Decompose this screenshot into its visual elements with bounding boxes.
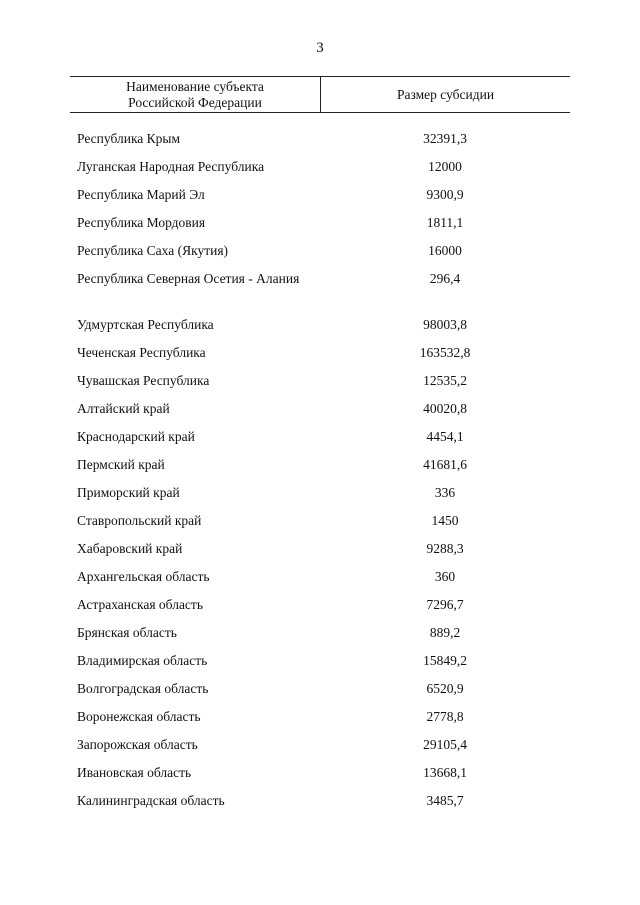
subsidy-value: 9300,9 — [426, 187, 464, 202]
subsidy-value: 3485,7 — [426, 793, 464, 808]
subsidy-value: 2778,8 — [426, 709, 464, 724]
subject-name: Луганская Народная Республика — [77, 159, 265, 174]
subject-name: Хабаровский край — [77, 541, 183, 556]
subject-name: Калининградская область — [77, 793, 225, 808]
subsidy-value: 6520,9 — [426, 681, 464, 696]
subject-name: Республика Марий Эл — [77, 187, 205, 202]
subsidy-value: 32391,3 — [423, 131, 467, 146]
subject-name: Воронежская область — [77, 709, 201, 724]
subsidy-value: 12000 — [428, 159, 462, 174]
subject-name: Волгоградская область — [77, 681, 209, 696]
subject-name: Приморский край — [77, 485, 180, 500]
subject-name: Архангельская область — [77, 569, 210, 584]
page-number: 3 — [316, 40, 324, 56]
subsidy-value: 13668,1 — [423, 765, 467, 780]
subsidy-value: 336 — [434, 485, 456, 500]
subject-name: Алтайский край — [77, 401, 170, 416]
subject-name: Республика Северная Осетия - Алания — [77, 271, 300, 286]
subsidy-value: 7296,7 — [426, 597, 464, 612]
subject-name: Республика Мордовия — [77, 215, 206, 230]
subject-name: Брянская область — [77, 625, 177, 640]
subsidy-value: 360 — [434, 569, 456, 584]
header-subsidy-column — [321, 77, 570, 112]
subsidy-value: 1811,1 — [426, 215, 464, 230]
subject-name: Пермский край — [77, 457, 165, 472]
subject-name: Запорожская область — [77, 737, 198, 752]
subject-name: Владимирская область — [77, 653, 208, 668]
subject-name: Чеченская Республика — [77, 345, 206, 360]
subject-name: Республика Саха (Якутия) — [77, 243, 229, 258]
subsidy-value: 889,2 — [429, 625, 461, 640]
subsidy-value: 9288,3 — [426, 541, 464, 556]
header-subject-column — [70, 77, 321, 112]
subsidy-value: 1450 — [431, 513, 459, 528]
header-subject-line1: Наименование субъекта — [126, 78, 264, 94]
subject-name: Чувашская Республика — [77, 373, 210, 388]
subject-name: Астраханская область — [77, 597, 203, 612]
subject-name: Ставропольский край — [77, 513, 202, 528]
subsidy-value: 40020,8 — [423, 401, 467, 416]
header-subsidy-label: Размер субсидии — [396, 86, 495, 102]
subsidy-value: 29105,4 — [423, 737, 467, 752]
subsidy-value: 98003,8 — [423, 317, 467, 332]
subsidy-value: 296,4 — [429, 271, 461, 286]
subsidy-value: 4454,1 — [426, 429, 464, 444]
subject-name: Удмуртская Республика — [77, 317, 214, 332]
subject-name: Краснодарский край — [77, 429, 195, 444]
header-subject-line2: Российской Федерации — [128, 94, 262, 110]
subsidy-value: 16000 — [428, 243, 462, 258]
subject-name: Республика Крым — [77, 131, 181, 146]
subsidy-value: 12535,2 — [423, 373, 467, 388]
subsidy-value: 163532,8 — [419, 345, 471, 360]
subject-name: Ивановская область — [77, 765, 192, 780]
table-header — [70, 76, 570, 113]
subsidy-value: 41681,6 — [423, 457, 467, 472]
subsidy-value: 15849,2 — [423, 653, 467, 668]
